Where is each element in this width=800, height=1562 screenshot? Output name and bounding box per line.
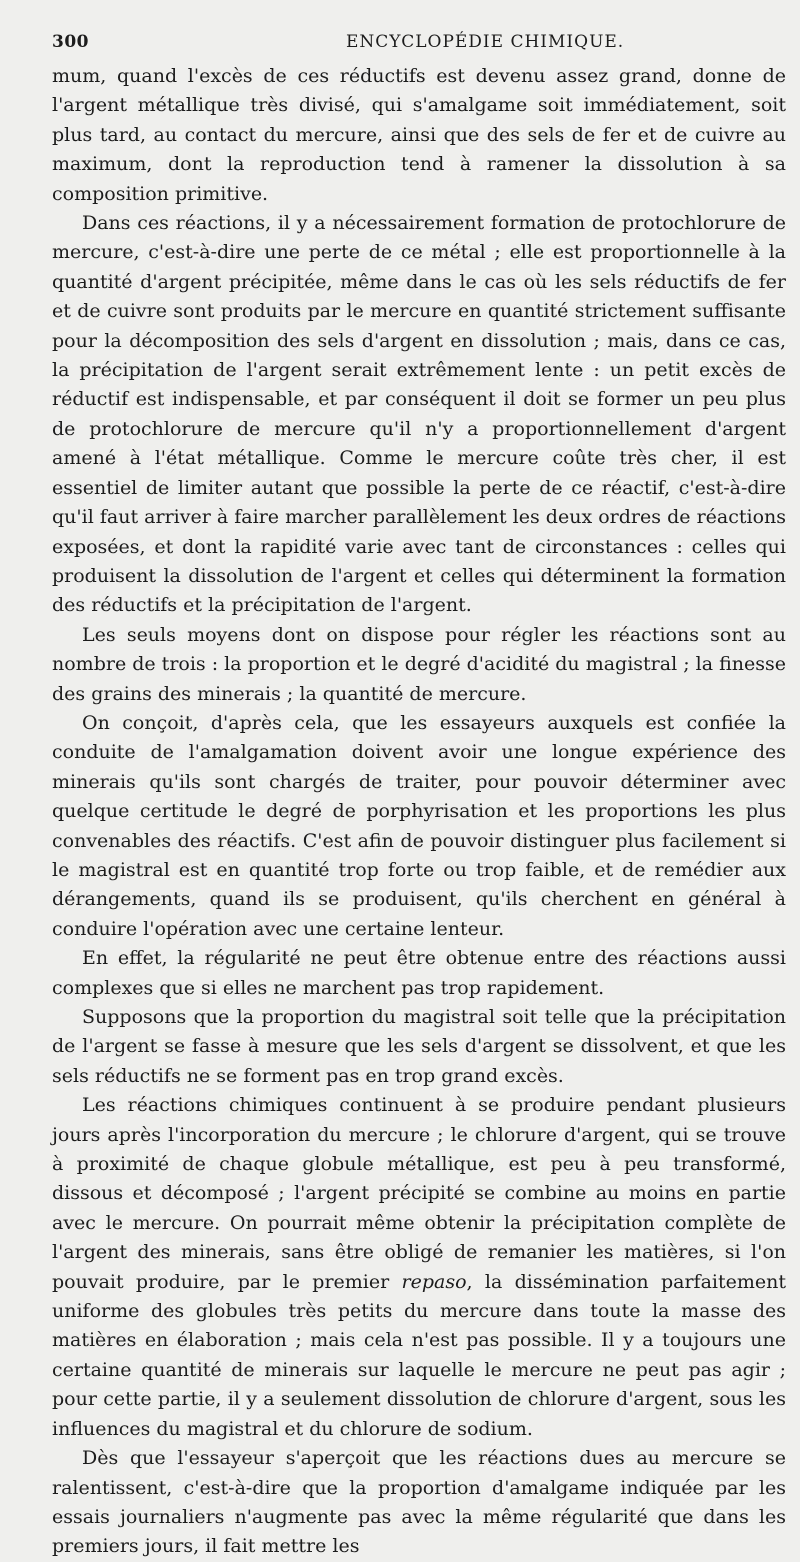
italic-term-repaso: repaso [401, 1270, 467, 1293]
running-header [52, 26, 786, 62]
paragraph-continuation: mum, quand l'excès de ces réductifs est devenu assez grand, donne de l'argent métallique très divisé, qui s'amalgame soit immédiatement, soit plus tard, au contact du mercure, ainsi que des sels de fer et de cuivre au maximum, dont la reproduction tend à ramener la dissolution à sa composition primitive. [52, 65, 786, 205]
page-number: 300 [52, 32, 89, 52]
paragraph-supposons: Supposons que la proportion du magistral soit telle que la précipitation de l'argent se fasse à mesure que les sels d'argent se dissolvent, et que les sels réductifs ne se forment pas en trop grand excès. [52, 1006, 786, 1087]
body-text [52, 62, 786, 1562]
paragraph-protochlorure: Dans ces réactions, il y a nécessairement formation de protochlorure de mercure, c'est-à-dire une perte de ce métal ; elle est proportionnelle à la quantité d'argent précipitée, même dans le cas où les sels réductifs de fer et de cuivre sont produits par le mercure en quantité strictement suffisante pour la décomposition des sels d'argent en dissolution ; mais, dans ce cas, la précipitation de l'argent serait extrêmement lente : un petit excès de réductif est indispensable, et par conséquent il doit se former un peu plus de protochlorure de mercure qu'il n'y a proportionnellement d'argent amené à l'état métallique. Comme le mercure coûte très cher, il est essentiel de limiter autant que possible la perte de ce réactif, c'est-à-dire qu'il faut arriver à faire marcher parallèlement les deux ordres de réactions exposées, et dont la rapidité varie avec tant de circonstances : celles qui produisent la dissolution de l'argent et celles qui déterminent la formation des réductifs et la précipitation de l'argent. [52, 212, 786, 617]
paragraph-regularite: En effet, la régularité ne peut être obtenue entre des réactions aussi complexes que si elles ne marchent pas trop rapidement. [52, 947, 786, 999]
paragraph-text-part: , la dissémination parfaitement uniforme des globules très petits du mercure dans toute la masse des matières en élaboration ; mais cela n'est pas possible. Il y a toujours une certaine quantité de minerais sur laquelle le mercure ne peut pas agir ; pour cette partie, il y a seulement dissolution de chlorure d'argent, sous les influences du magistral et du chlorure de sodium. [52, 1270, 786, 1440]
paragraph-reactions-chimiques [52, 1091, 786, 1444]
running-title: ENCYCLOPÉDIE CHIMIQUE. [346, 32, 625, 52]
paragraph-essayeur-ralentissent: Dès que l'essayeur s'aperçoit que les réactions dues au mercure se ralentissent, c'est-à-dire que la proportion d'amalgame indiquée par les essais journaliers n'augmente pas avec la même régularité que dans les premiers jours, il fait mettre les [52, 1447, 786, 1558]
paragraph-essayeurs: On conçoit, d'après cela, que les essayeurs auxquels est confiée la conduite de l'amalgamation doivent avoir une longue expérience des minerais qu'ils sont chargés de traiter, pour pouvoir déterminer avec quelque certitude le degré de porphyrisation et les proportions les plus convenables des réactifs. C'est afin de pouvoir distinguer plus facilement si le magistral est en quantité trop forte ou trop faible, et de remédier aux dérangements, quand ils se produisent, qu'ils cherchent en général à conduire l'opération avec une certaine lenteur. [52, 711, 786, 940]
paragraph-moyens: Les seuls moyens dont on dispose pour régler les réactions sont au nombre de trois : la proportion et le degré d'acidité du magistral ; la finesse des grains des minerais ; la quantité de mercure. [52, 623, 786, 705]
paragraph-text-part: Les réactions chimiques continuent à se produire pendant plusieurs jours après l'incorporation du mercure ; le chlorure d'argent, qui se trouve à proximité de chaque globule métallique, est peu à peu transformé, dissous et décomposé ; l'argent précipité se combine au moins en partie avec le mercure. On pourrait même obtenir la précipitation complète de l'argent des minerais, sans être obligé de remanier les matières, si l'on pouvait produire, par le premier [52, 1094, 786, 1293]
